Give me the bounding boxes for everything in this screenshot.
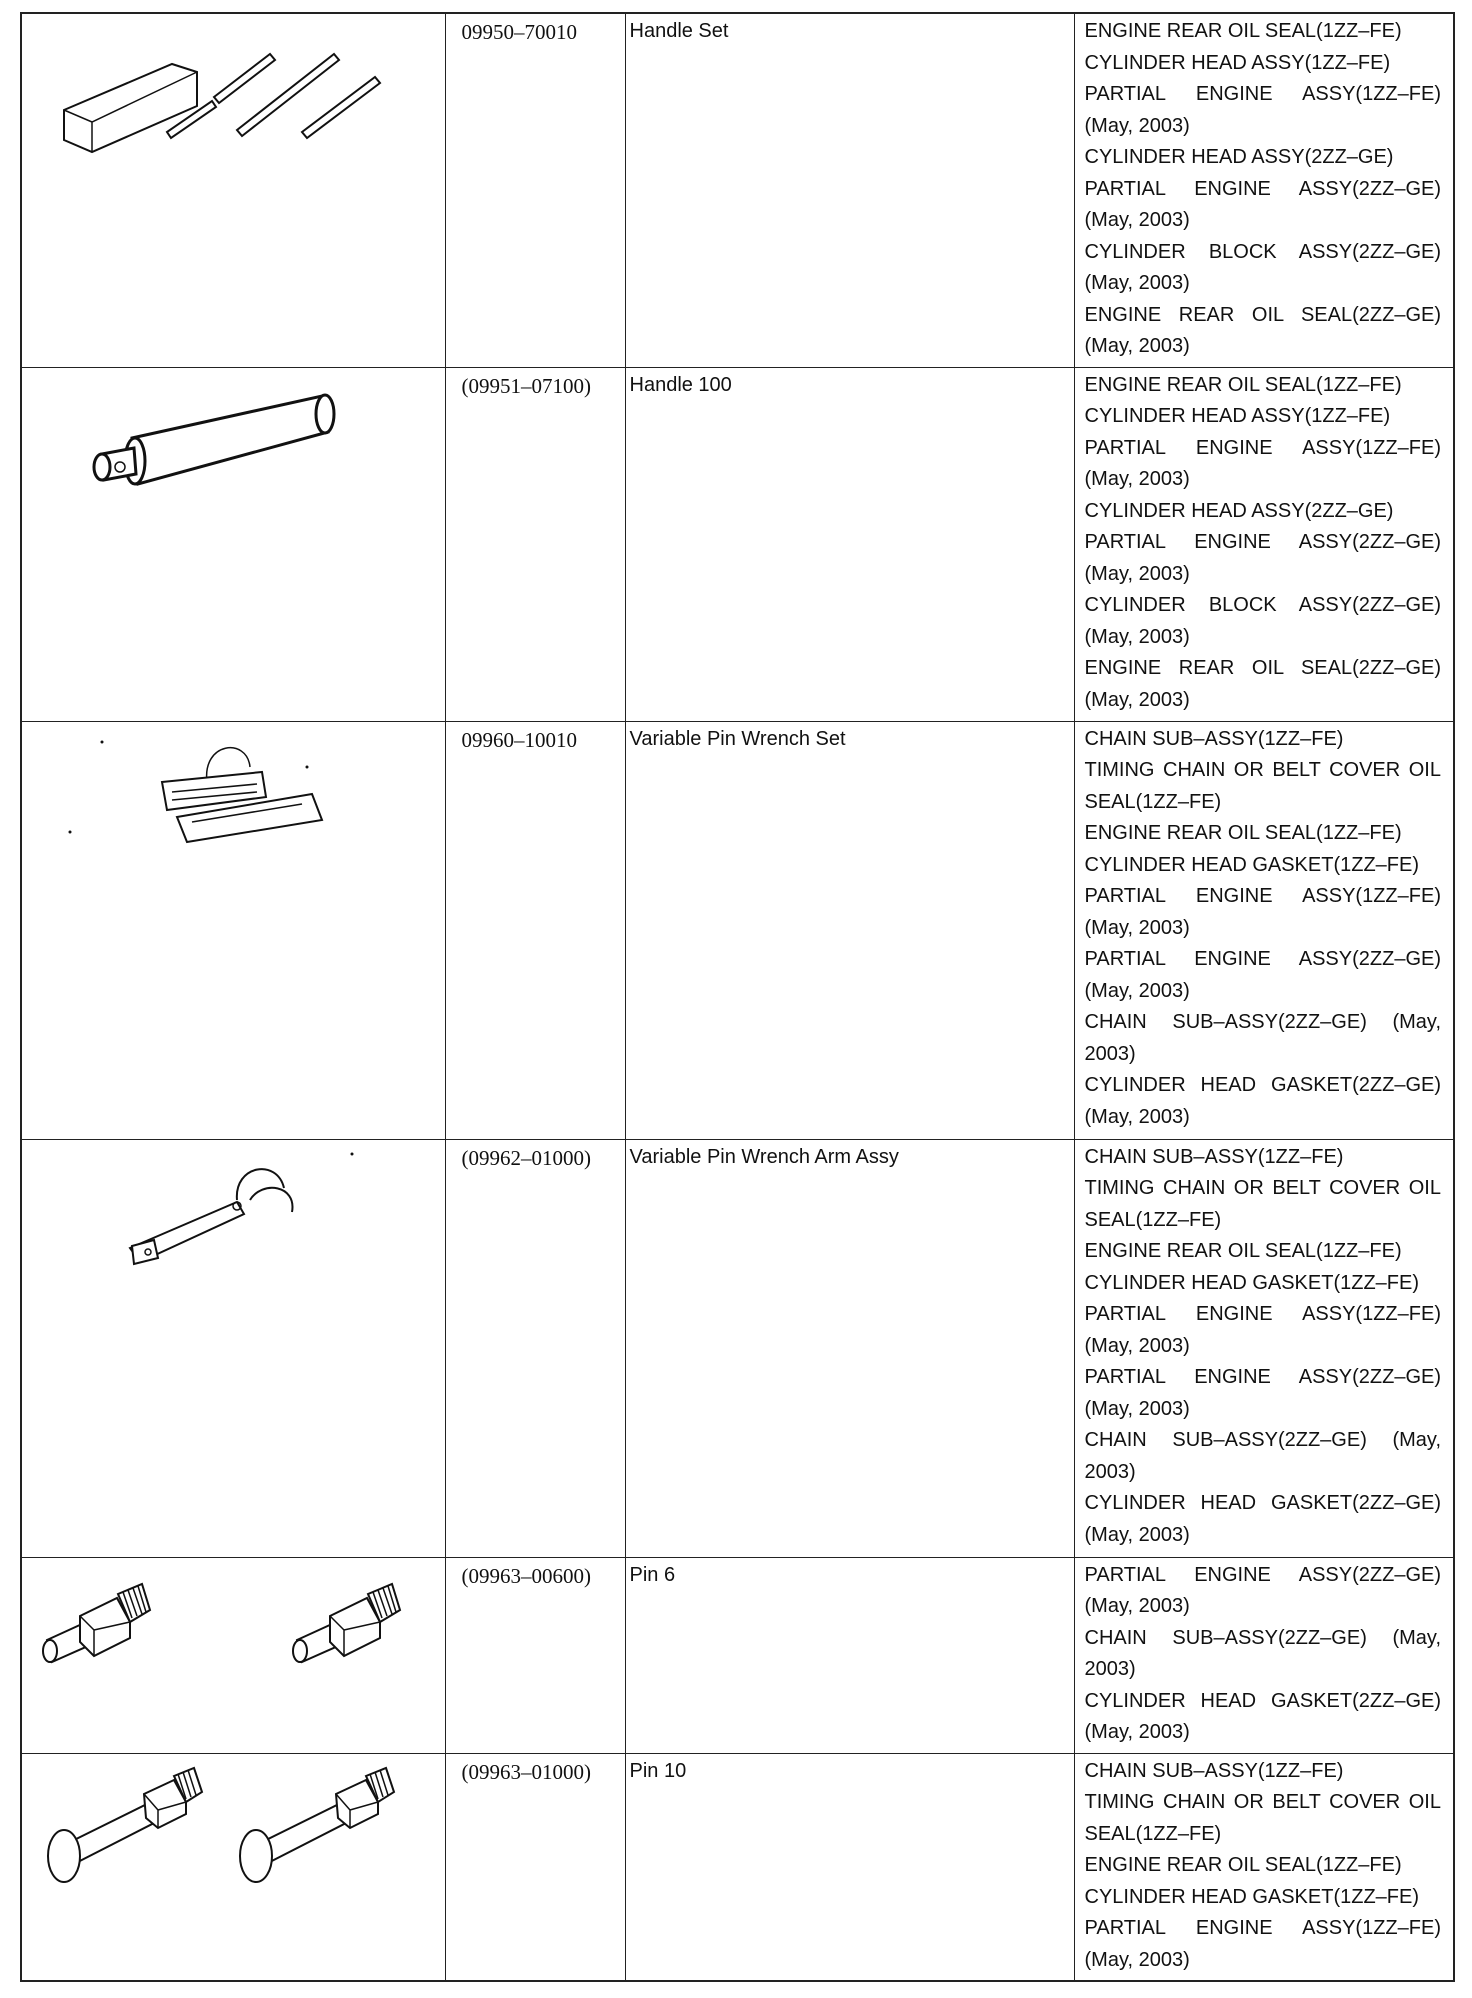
list-item: CYLINDER HEAD GASKET(2ZZ–GE) (May, 2003) — [1084, 1492, 1441, 1546]
part-number: 09950–70010 — [461, 20, 577, 44]
list-item: CYLINDER HEAD GASKET(2ZZ–GE) (May, 2003) — [1084, 1689, 1441, 1743]
tool-name: Pin 6 — [629, 1563, 676, 1586]
part-number-cell — [445, 1753, 625, 1981]
uses-list — [1075, 368, 1454, 721]
list-item: CYLINDER HEAD ASSY(2ZZ–GE) — [1084, 146, 1394, 168]
tool-name-cell — [625, 1557, 1074, 1753]
tool-illustration-cell — [21, 13, 445, 367]
list-item: CYLINDER HEAD ASSY(1ZZ–FE) — [1084, 405, 1391, 427]
tool-name-cell — [625, 367, 1074, 721]
pin-10-icon — [22, 1754, 446, 1971]
part-number: 09960–10010 — [461, 727, 577, 752]
table-row — [21, 1557, 1454, 1753]
tool-name-cell — [625, 1139, 1074, 1557]
list-item: CYLINDER HEAD GASKET(1ZZ–FE) — [1084, 853, 1420, 876]
tool-illustration-cell — [21, 1753, 445, 1981]
list-item: CYLINDER HEAD GASKET(1ZZ–FE) — [1084, 1271, 1420, 1294]
list-item: CHAIN SUB–ASSY(1ZZ–FE) — [1084, 1145, 1344, 1168]
uses-cell — [1074, 721, 1454, 1139]
pin-6-icon — [22, 1558, 446, 1750]
special-service-tools-table — [20, 12, 1455, 1982]
list-item: CYLINDER HEAD GASKET(1ZZ–FE) — [1084, 1885, 1420, 1908]
tool-illustration-cell — [21, 1557, 445, 1753]
handle-100-icon — [22, 368, 446, 718]
list-item: PARTIAL ENGINE ASSY(2ZZ–GE) (May, 2003) — [1084, 177, 1441, 231]
part-number-cell — [445, 721, 625, 1139]
part-number: (09951–07100) — [461, 373, 591, 398]
list-item: CHAIN SUB–ASSY(2ZZ–GE) (May, 2003) — [1084, 1626, 1441, 1680]
tool-illustration-cell — [21, 367, 445, 721]
tool-illustration-cell — [21, 721, 445, 1139]
list-item: CHAIN SUB–ASSY(1ZZ–FE) — [1084, 727, 1344, 750]
uses-list — [1075, 1140, 1454, 1556]
handle-set-icon — [22, 14, 446, 364]
list-item: CHAIN SUB–ASSY(1ZZ–FE) — [1084, 1759, 1344, 1782]
list-item: ENGINE REAR OIL SEAL(1ZZ–FE) — [1084, 373, 1402, 396]
list-item: ENGINE REAR OIL SEAL(1ZZ–FE) — [1084, 20, 1402, 42]
list-item: PARTIAL ENGINE ASSY(2ZZ–GE) (May, 2003) — [1084, 531, 1441, 585]
list-item: ENGINE REAR OIL SEAL(1ZZ–FE) — [1084, 1854, 1402, 1876]
tool-name: Handle 100 — [629, 373, 732, 396]
list-item: PARTIAL ENGINE ASSY(2ZZ–GE) (May, 2003) — [1084, 1563, 1441, 1617]
list-item: CYLINDER HEAD ASSY(2ZZ–GE) — [1084, 499, 1394, 522]
list-item: ENGINE REAR OIL SEAL(1ZZ–FE) — [1084, 822, 1402, 844]
list-item: PARTIAL ENGINE ASSY(1ZZ–FE) (May, 2003) — [1084, 436, 1441, 490]
list-item: ENGINE REAR OIL SEAL(2ZZ–GE) (May, 2003) — [1084, 657, 1441, 711]
uses-list — [1075, 1754, 1454, 1981]
list-item: CYLINDER BLOCK ASSY(2ZZ–GE) (May, 2003) — [1084, 240, 1441, 294]
table-row — [21, 721, 1454, 1139]
uses-cell — [1074, 1139, 1454, 1557]
list-item: PARTIAL ENGINE ASSY(1ZZ–FE) (May, 2003) — [1084, 1917, 1441, 1971]
table-row — [21, 367, 1454, 721]
list-item: CHAIN SUB–ASSY(2ZZ–GE) (May, 2003) — [1084, 1429, 1441, 1483]
table-row — [21, 13, 1454, 367]
uses-cell — [1074, 367, 1454, 721]
list-item: PARTIAL ENGINE ASSY(1ZZ–FE) (May, 2003) — [1084, 1303, 1441, 1357]
uses-cell — [1074, 13, 1454, 367]
uses-cell — [1074, 1753, 1454, 1981]
list-item: TIMING CHAIN OR BELT COVER OIL SEAL(1ZZ–FE) — [1084, 759, 1441, 813]
tool-name: Handle Set — [629, 20, 729, 42]
uses-cell — [1074, 1557, 1454, 1753]
part-number-cell — [445, 1557, 625, 1753]
part-number-cell — [445, 13, 625, 367]
list-item: TIMING CHAIN OR BELT COVER OIL SEAL(1ZZ–FE) — [1084, 1791, 1441, 1845]
part-number: (09963–01000) — [461, 1759, 591, 1784]
list-item: TIMING CHAIN OR BELT COVER OIL SEAL(1ZZ–FE) — [1084, 1177, 1441, 1231]
uses-list — [1075, 722, 1454, 1138]
uses-list — [1075, 1558, 1454, 1753]
part-number-cell — [445, 367, 625, 721]
part-number: (09962–01000) — [461, 1145, 591, 1170]
list-item: PARTIAL ENGINE ASSY(1ZZ–FE) (May, 2003) — [1084, 885, 1441, 939]
list-item: CHAIN SUB–ASSY(2ZZ–GE) (May, 2003) — [1084, 1011, 1441, 1065]
variable-pin-wrench-set-icon — [22, 722, 446, 1136]
tool-name-cell — [625, 13, 1074, 367]
list-item: ENGINE REAR OIL SEAL(1ZZ–FE) — [1084, 1240, 1402, 1262]
tool-name-cell — [625, 1753, 1074, 1981]
tool-name: Variable Pin Wrench Set — [629, 727, 846, 750]
tool-illustration-cell — [21, 1139, 445, 1557]
uses-list — [1075, 14, 1454, 367]
list-item: PARTIAL ENGINE ASSY(1ZZ–FE) (May, 2003) — [1084, 83, 1441, 137]
list-item: CYLINDER HEAD GASKET(2ZZ–GE) (May, 2003) — [1084, 1074, 1441, 1128]
part-number: (09963–00600) — [461, 1563, 591, 1588]
list-item: CYLINDER HEAD ASSY(1ZZ–FE) — [1084, 51, 1391, 74]
tool-name-cell — [625, 721, 1074, 1139]
list-item: ENGINE REAR OIL SEAL(2ZZ–GE) (May, 2003) — [1084, 303, 1441, 357]
part-number-cell — [445, 1139, 625, 1557]
list-item: PARTIAL ENGINE ASSY(2ZZ–GE) (May, 2003) — [1084, 1366, 1441, 1420]
table-row — [21, 1139, 1454, 1557]
table-row — [21, 1753, 1454, 1981]
variable-pin-wrench-arm-icon — [22, 1140, 446, 1554]
tool-name: Variable Pin Wrench Arm Assy — [629, 1145, 899, 1168]
list-item: CYLINDER BLOCK ASSY(2ZZ–GE) (May, 2003) — [1084, 594, 1441, 648]
tool-name: Pin 10 — [629, 1759, 687, 1782]
list-item: PARTIAL ENGINE ASSY(2ZZ–GE) (May, 2003) — [1084, 948, 1441, 1002]
